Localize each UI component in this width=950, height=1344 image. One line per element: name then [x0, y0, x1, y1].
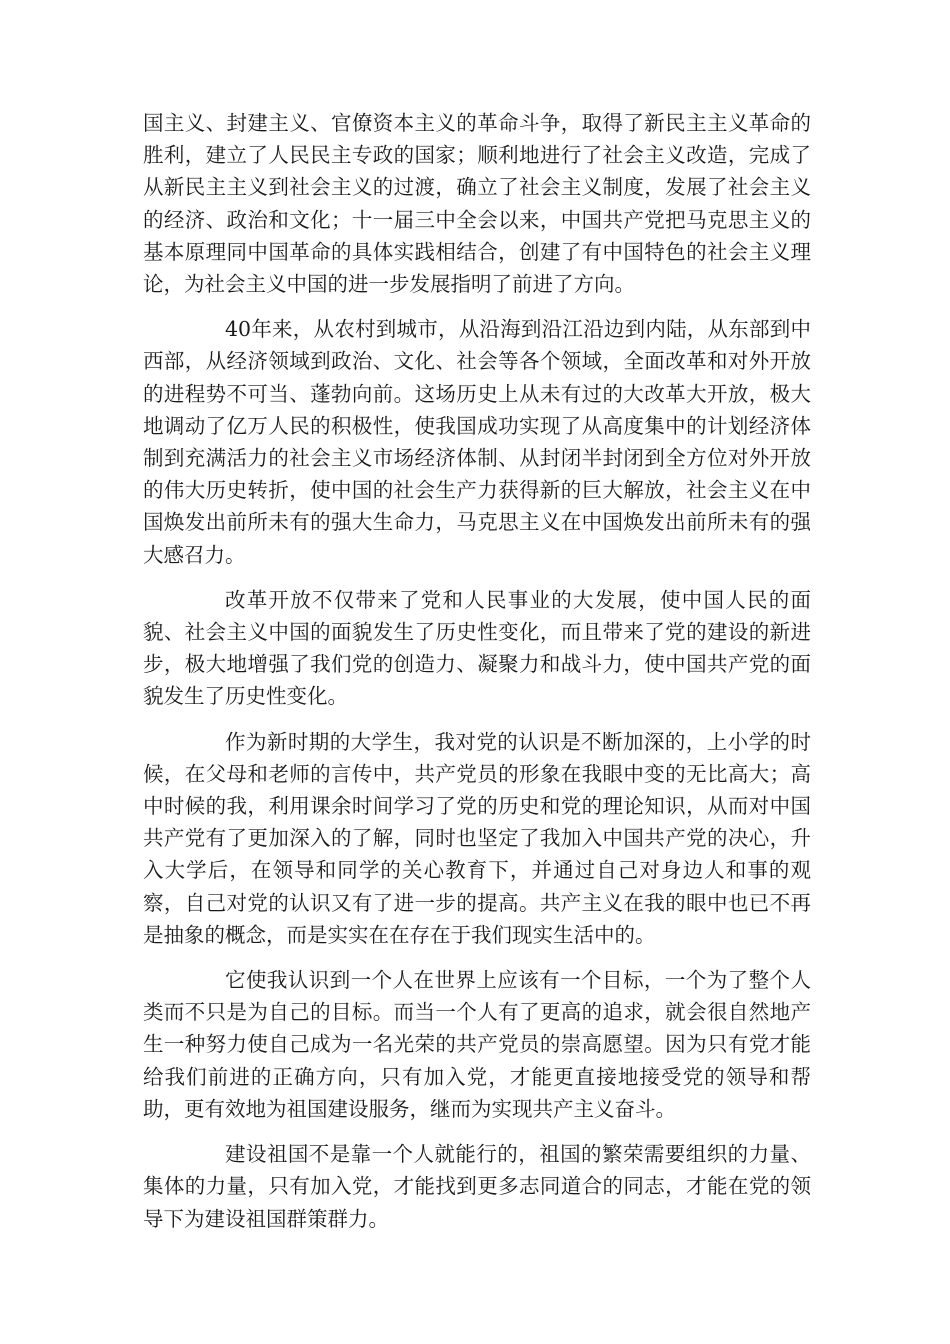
- paragraph-continued: 国主义、封建主义、官僚资本主义的革命斗争，取得了新民主主义革命的胜利，建立了人民民主专政的国家；顺利地进行了社会主义改造，完成了从新民主主义到社会主义的过渡，确立了社会主义制度，发展了社会主义的经济、政治和文化；十一届三中全会以来，中国共产党把马克思主义的基本原理同中国革命的具体实践相结合，创建了有中国特色的社会主义理论，为社会主义中国的进一步发展指明了前进了方向。: [143, 111, 811, 297]
- paragraph-reform-40-years: 40年来，从农村到城市，从沿海到沿江沿边到内陆，从东部到中西部，从经济领域到政治、文化、社会等各个领域，全面改革和对外开放的进程势不可当、蓬勃向前。这场历史上从未有过的大改革大开放，极大地调动了亿万人民的积极性，使我国成功实现了从高度集中的计划经济体制到充满活力的社会主义市场经济体制、从封闭半封闭到全方位对外开放的伟大历史转折，使中国的社会生产力获得新的巨大解放，社会主义在中国焕发出前所未有的强大生命力，马克思主义在中国焕发出前所未有的强大感召力。: [143, 317, 811, 567]
- paragraph-life-goal: 它使我认识到一个人在世界上应该有一个目标，一个为了整个人类而不只是为自己的目标。而当一个人有了更高的追求，就会很自然地产生一种努力使自己成为一名光荣的共产党员的崇高愿望。因为只有党才能给我们前进的正确方向，只有加入党，才能更直接地接受党的领导和帮助，更有效地为祖国建设服务，继而为实现共产主义奋斗。: [143, 968, 811, 1121]
- paragraph-student-understanding: 作为新时期的大学生，我对党的认识是不断加深的，上小学的时候，在父母和老师的言传中，共产党员的形象在我眼中变的无比高大；高中时候的我，利用课余时间学习了党的历史和党的理论知识，从而对中国共产党有了更加深入的了解，同时也坚定了我加入中国共产党的决心，升入大学后，在领导和同学的关心教育下，并通过自己对身边人和事的观察，自己对党的认识又有了进一步的提高。共产主义在我的眼中也已不再是抽象的概念，而是实实在在存在于我们现实生活中的。: [143, 729, 811, 947]
- document-body: [143, 107, 811, 1248]
- paragraph-build-country: 建设祖国不是靠一个人就能行的，祖国的繁荣需要组织的力量、集体的力量，只有加入党，才能找到更多志同道合的同志，才能在党的领导下为建设祖国群策群力。: [143, 1142, 811, 1231]
- paragraph-reform-party-building: 改革开放不仅带来了党和人民事业的大发展，使中国人民的面貌、社会主义中国的面貌发生了历史性变化，而且带来了党的建设的新进步，极大地增强了我们党的创造力、凝聚力和战斗力，使中国共产党的面貌发生了历史性变化。: [143, 587, 811, 709]
